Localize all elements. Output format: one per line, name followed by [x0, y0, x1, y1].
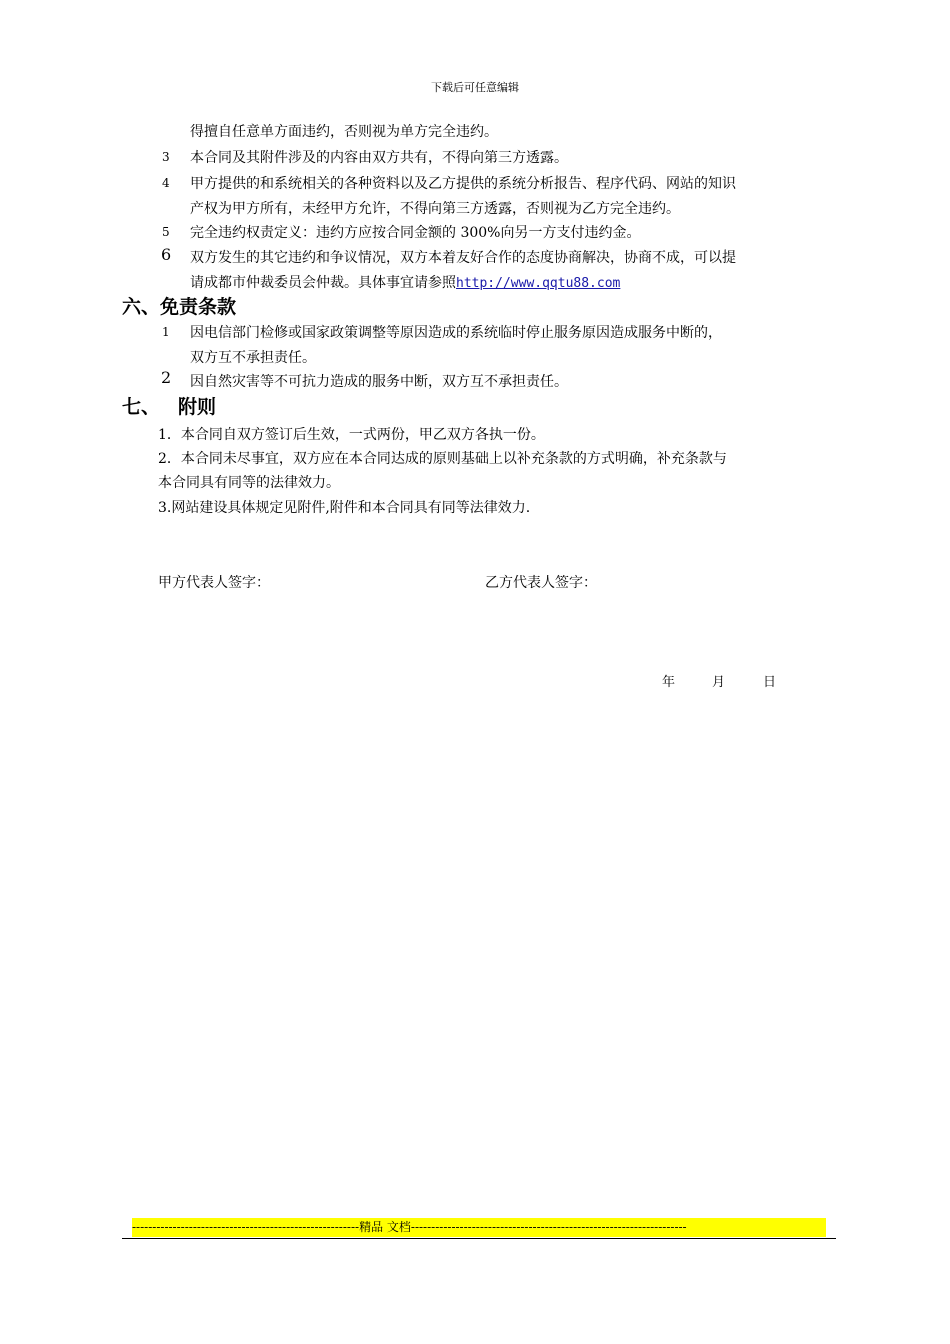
item-number: 6 — [161, 245, 172, 264]
section-heading: 六、免责条款 — [122, 296, 237, 318]
section-heading-title: 附则 — [178, 396, 217, 418]
contract-text-line: 双方互不承担责任。 — [190, 350, 316, 366]
contract-text-line: 甲方提供的和系统相关的各种资料以及乙方提供的系统分析报告、程序代码、网站的知识 — [190, 176, 736, 192]
date-month-label: 月 — [712, 675, 726, 690]
item-number: 3 — [162, 150, 170, 164]
date-year-label: 年 — [662, 675, 676, 690]
section-heading — [122, 392, 216, 419]
party-b-signature-label: 乙方代表人签字： — [485, 575, 597, 591]
contract-text-line: 2．本合同未尽事宜，双方应在本合同达成的原则基础上以补充条款的方式明确，补充条款与 — [158, 451, 727, 467]
item-number: 5 — [162, 225, 170, 239]
contract-text-line: 完全违约权责定义：违约方应按合同金额的 300%向另一方支付违约金。 — [190, 225, 641, 241]
contract-text-line: 因电信部门检修或国家政策调整等原因造成的系统临时停止服务原因造成服务中断的， — [190, 325, 722, 341]
date-day-label: 日 — [763, 675, 777, 690]
item-number: 2 — [161, 368, 172, 387]
contract-text-line: 3.网站建设具体规定见附件,附件和本合同具有同等法律效力. — [158, 500, 531, 516]
footer-dashes: -------------------------------------------------------- — [132, 1220, 360, 1234]
contract-text-line: 产权为甲方所有，未经甲方允许，不得向第三方透露，否则视为乙方完全违约。 — [190, 201, 680, 217]
page-header: 下载后可任意编辑 — [431, 81, 519, 94]
contract-text-line — [190, 272, 620, 292]
item-number: 4 — [162, 176, 170, 190]
contract-text-line: 双方发生的其它违约和争议情况，双方本着友好合作的态度协商解决，协商不成，可以提 — [190, 250, 736, 266]
footer-label: 精品 文档 — [359, 1220, 411, 1234]
reference-link[interactable]: http://www.qqtu88.com — [456, 276, 621, 291]
contract-text: 请成都市仲裁委员会仲裁。具体事宜请参照 — [190, 275, 456, 291]
footer-dashes: -------------------------------------------------------------------- — [410, 1220, 687, 1234]
item-number: 1 — [162, 325, 170, 339]
section-heading-number: 七、 — [122, 396, 161, 418]
footer-banner — [132, 1218, 826, 1237]
contract-text-line: 1．本合同自双方签订后生效，一式两份，甲乙双方各执一份。 — [158, 427, 545, 443]
contract-text-line: 本合同及其附件涉及的内容由双方共有，不得向第三方透露。 — [190, 150, 568, 166]
contract-text-line: 因自然灾害等不可抗力造成的服务中断，双方互不承担责任。 — [190, 374, 568, 390]
contract-text-line: 得擅自任意单方面违约，否则视为单方完全违约。 — [190, 124, 498, 140]
party-a-signature-label: 甲方代表人签字： — [158, 575, 270, 591]
contract-text-line: 本合同具有同等的法律效力。 — [158, 475, 340, 491]
footer-rule — [122, 1238, 836, 1239]
